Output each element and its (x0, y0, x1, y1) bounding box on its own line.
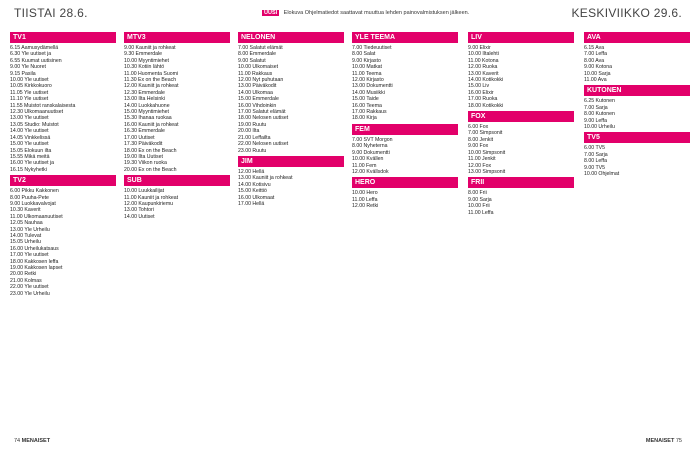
listing-column (468, 30, 574, 442)
program-listing: 12.00 Nyt puhutaan (238, 77, 284, 84)
program-listing: 10.05 Kirkkokuoro (10, 83, 52, 90)
brand-right: MENAISET (645, 438, 675, 444)
program-listing: 10.00 Ulkomaiset (238, 64, 279, 71)
left-day-title: TIISTAI 28.6. (14, 6, 88, 20)
program-listing: 13.00 Kauniit ja rohkeat (238, 175, 293, 182)
program-listing: 10.00 Yle uutiset (10, 77, 49, 84)
notice-line (262, 10, 469, 16)
program-listing: 15.00 Keittiö (238, 188, 267, 195)
program-listing: 13.00 Kaverit (468, 70, 499, 77)
channel-header: HERO (352, 177, 458, 188)
channel-header: SUB (124, 175, 230, 186)
program-listing: 14.00 Kotikokki (468, 77, 504, 84)
program-listing: 9.00 Kotona (584, 64, 612, 71)
program-listing: 14.00 Kotisivu (238, 181, 271, 188)
program-listing: 9.00 Leffa (584, 117, 607, 124)
program-listing: 12.00 Kvällsdok (352, 168, 389, 175)
program-listing: 7.00 Sarja (584, 104, 608, 111)
program-listing: 17.00 Yle uutiset (10, 252, 49, 259)
program-listing: 11.10 Yle uutiset (10, 96, 49, 103)
program-listing: 20.00 Ex on the Beach (124, 166, 177, 173)
program-listing: 10.00 Iltalehti (468, 51, 499, 58)
program-listing: 22.00 Nelosen uutiset (238, 141, 289, 148)
program-listing: 10.00 Ohjelmat (584, 171, 620, 178)
right-day-title: KESKIVIIKKO 29.6. (571, 6, 682, 20)
program-listing: 18.00 Ex on the Beach (124, 147, 177, 154)
program-listing: 15.00 Taide (352, 96, 379, 103)
program-listing: 11.00 Kauniit ja rohkeat (124, 194, 179, 201)
program-listing: 15.00 Liv (468, 83, 490, 90)
channel-header: TV1 (10, 32, 116, 43)
channel-header: FRII (468, 177, 574, 188)
program-listing: 22.00 Yle uutiset (10, 284, 49, 291)
page-number-right: 75 (675, 438, 682, 444)
program-listing: 6.30 Yle uutiset ja (10, 51, 52, 58)
program-listing: 9.15 Pasila (10, 70, 36, 77)
program-listing: 7.00 Sarja (584, 151, 608, 158)
notice-text: Elokuva Ohjelmatiedot saattavat muuttua lehden painovalmistuksen jälkeen. (283, 10, 470, 16)
program-listing: 14.05 Vinkkelissä (10, 134, 51, 141)
program-listing: 15.55 Mikä meitä (10, 153, 50, 160)
new-badge: UUSI (264, 10, 278, 16)
program-listing: 11.00 Jenkit (468, 156, 496, 163)
program-listing: 17.00 Hellä (238, 200, 265, 207)
program-listing: 10.00 Kvällen (352, 156, 384, 163)
program-listing: 17.30 Päiväkodit (124, 141, 163, 148)
program-listing: 12.30 Ulkomaanuutiset (10, 109, 64, 116)
channel-header: KUTONEN (584, 85, 690, 96)
footer-right (646, 438, 682, 444)
channel-header: JIM (238, 156, 344, 167)
program-listing: 14.00 Yle uutiset (10, 128, 49, 135)
program-listing: 10.00 Frii (468, 203, 490, 210)
program-listing: 16.15 Nykyhetki (10, 166, 47, 173)
program-listing: 7.00 Tiedeuutiset (352, 45, 392, 51)
program-listing: 11.00 Leffa (468, 209, 494, 216)
program-listing: 16.00 Kauniit ja rohkeat (124, 121, 179, 128)
program-listing: 8.00 Leffa (584, 158, 607, 165)
program-listing: 6.25 Kutonen (584, 98, 615, 105)
program-listing: 7.00 Salatut elämät (238, 45, 283, 51)
channel-header: FOX (468, 111, 574, 122)
program-listing: 20.00 Retki (10, 271, 37, 278)
program-listing: 10.00 Simpsonit (468, 149, 506, 156)
program-listing: 10.00 Sarja (584, 70, 611, 77)
program-listing: 6.55 Kuumat uutisinen (10, 57, 62, 64)
program-listing: 11.05 Yle uutiset (10, 89, 49, 96)
program-listing: 23.00 Yle Urheilu (10, 290, 50, 297)
program-listing: 13.00 Päiväkodit (238, 83, 277, 90)
program-listing: 12.30 Emmerdale (124, 89, 165, 96)
listing-column (238, 30, 344, 442)
program-listing: 11.00 Teema (352, 70, 382, 77)
program-listing: 12.00 Hellä (238, 168, 265, 175)
program-listing: 9.00 Sarja (468, 196, 492, 203)
channel-header: YLE TEEMA (352, 32, 458, 43)
program-listing: 21.00 Kolmas (10, 277, 42, 284)
program-listing: 18.00 Kakkosen leffa (10, 258, 59, 265)
program-listing: 10.00 Matkat (352, 64, 382, 71)
program-listing: 11.00 Fem (352, 162, 377, 169)
program-listing: 9.00 TV5 (584, 164, 605, 171)
program-listing: 9.00 Fox (468, 143, 489, 150)
program-listing: 12.05 Nauhaa (10, 220, 43, 227)
channel-header: TV2 (10, 175, 116, 186)
program-listing: 19.30 Viikon ruoka (124, 160, 167, 167)
program-listing: 15.05 Urheilu (10, 239, 41, 246)
program-listing: 10.00 Myyntimiehet (124, 57, 169, 64)
program-listing: 8.00 Emmerdale (238, 51, 277, 58)
program-listing: 15.05 Elokuun ilta (10, 147, 52, 154)
program-listing: 9.30 Emmerdale (124, 51, 163, 58)
program-listing: 11.55 Muistot ranskalaisesta (10, 102, 76, 109)
listing-column (352, 30, 458, 442)
program-listing: 13.00 Dokumentti (352, 83, 393, 90)
program-listing: 8.00 Frii (468, 190, 487, 197)
program-listing: 14.00 Musiikki (352, 89, 385, 96)
program-listing: 6.00 TV5 (584, 145, 605, 152)
program-listing: 13.00 Ilta Helsinki (124, 96, 165, 103)
program-listing: 7.00 Leffa (584, 51, 607, 58)
program-listing: 11.00 Kotona (468, 57, 499, 64)
program-listing: 18.00 Nelosen uutiset (238, 115, 289, 122)
program-listing: 15.00 Myyntimiehet (124, 109, 169, 116)
program-listing: 12.00 Ruoka (468, 64, 498, 71)
program-listing: 14.00 Luokkahuone (124, 102, 170, 109)
program-listing: 11.00 Ava (584, 77, 607, 84)
program-listing: 7.00 SVT Morgon (352, 136, 393, 143)
program-listing: 16.00 Teema (352, 102, 382, 109)
program-listing: 17.00 Ruoka (468, 96, 498, 103)
program-listing: 6.15 Ava (584, 45, 605, 51)
program-listing: 16.00 Elixir (468, 89, 494, 96)
program-listing: 8.00 Nyheterna (352, 143, 388, 150)
program-listing: 19.00 Ilta Uutiset (124, 153, 163, 160)
channel-header: AVA (584, 32, 690, 43)
listing-column (584, 30, 690, 442)
program-listing: 9.00 Luokkavalvojat (10, 200, 56, 207)
listing-column (10, 30, 116, 442)
program-listing: 16.00 Yle uutiset ja (10, 160, 55, 167)
program-listing: 14.00 Ulkomaa (238, 89, 273, 96)
program-listing: 12.00 Kauniit ja rohkeat (124, 83, 179, 90)
program-listing: 17.00 Rakkaus (352, 109, 387, 116)
program-listing: 21.00 Leffailta (238, 134, 271, 141)
program-listing: 9.00 Salatut (238, 57, 266, 64)
program-listing: 8.00 Jenkit (468, 136, 494, 143)
channel-header: NELONEN (238, 32, 344, 43)
program-listing: 13.05 Studio: Muistot (10, 121, 59, 128)
program-listing: 10.00 Urheilu (584, 124, 615, 131)
footer-left (14, 438, 50, 444)
program-listing: 8.00 Kutonen (584, 111, 615, 118)
program-listing: 17.00 Salatut elämät (238, 109, 286, 116)
program-listing: 13.00 Yle uutiset (10, 115, 49, 122)
program-listing: 9.00 Yle Nuoret (10, 64, 46, 71)
program-listing: 10.00 Hero (352, 190, 378, 197)
program-listing: 16.00 Urheilukatsaus (10, 245, 59, 252)
program-listing: 12.00 Fox (468, 162, 492, 169)
program-listing: 9.00 Dokumentti (352, 149, 390, 156)
program-listing: 6.00 Fox (468, 124, 489, 131)
program-listing: 6.00 Pikku Kakkonen (10, 188, 59, 195)
program-listing: 13.00 Tohtori (124, 207, 154, 214)
program-listing: 13.00 Simpsonit (468, 168, 506, 175)
program-listing: 18.00 Kirja (352, 115, 377, 122)
program-listing: 8.00 Puuha-Pete (10, 194, 49, 201)
program-listing: 11.00 Ulkomaanuutiset (10, 213, 63, 220)
program-listing: 12.00 Retki (352, 203, 379, 210)
program-listing: 10.30 Kotiin lähtö (124, 64, 165, 71)
program-listing: 9.00 Kauniit ja rohkeat (124, 45, 176, 51)
program-listing: 13.00 Yle Urheilu (10, 226, 50, 233)
channel-header: TV5 (584, 132, 690, 143)
program-listing: 11.00 Rakkaus (238, 70, 273, 77)
program-listing: 16.00 Ulkomaat (238, 194, 275, 201)
program-listing: 23.00 Ruutu (238, 147, 267, 154)
program-listing: 18.00 Kotikokki (468, 102, 504, 109)
program-listing: 11.00 Huomenta Suomi (124, 70, 179, 77)
program-listing: 8.00 Salat (352, 51, 376, 58)
program-listing: 9.00 Elixir (468, 45, 491, 51)
program-listing: 14.00 Tulevat (10, 232, 42, 239)
program-listing: 19.00 Kakkosen lapset (10, 265, 63, 271)
program-listing: 12.00 Kirjasto (352, 77, 384, 84)
program-listing: 11.30 Ex on the Beach (124, 77, 177, 84)
channel-header: MTV3 (124, 32, 230, 43)
program-listing: 12.00 Kaupunkiriemu (124, 200, 174, 207)
program-listing: 8.00 Ava (584, 57, 605, 64)
program-listing: 7.00 Simpsonit (468, 130, 503, 137)
program-listing: 17.00 Uutiset (124, 134, 155, 141)
listing-column (124, 30, 230, 442)
program-listing: 19.00 Ruutu (238, 121, 267, 128)
program-listing: 16.00 Vihdoinkin (238, 102, 277, 109)
program-listing: 10.30 Kaverit (10, 207, 41, 214)
program-listing: 16.30 Emmerdale (124, 128, 165, 135)
program-listing: 6.15 Aamusydämellä (10, 45, 59, 51)
program-listing: 9.00 Kirjasto (352, 57, 381, 64)
program-listing: 15.30 Ihanaa ruokaa (124, 115, 172, 122)
program-listing: 11.00 Leffa (352, 196, 378, 203)
program-listing: 20.00 Ilta (238, 128, 260, 135)
page-header (0, 0, 696, 26)
channel-header: FEM (352, 124, 458, 135)
page-number-left: 74 (14, 438, 21, 444)
channel-header: LIV (468, 32, 574, 43)
program-listing: 14.00 Uutiset (124, 213, 155, 220)
program-listing: 15.00 Yle uutiset (10, 141, 49, 148)
program-listing: 10.00 Luukkailijat (124, 188, 165, 195)
program-listing: 15.00 Emmerdale (238, 96, 279, 103)
brand-left: MENAISET (21, 438, 51, 444)
